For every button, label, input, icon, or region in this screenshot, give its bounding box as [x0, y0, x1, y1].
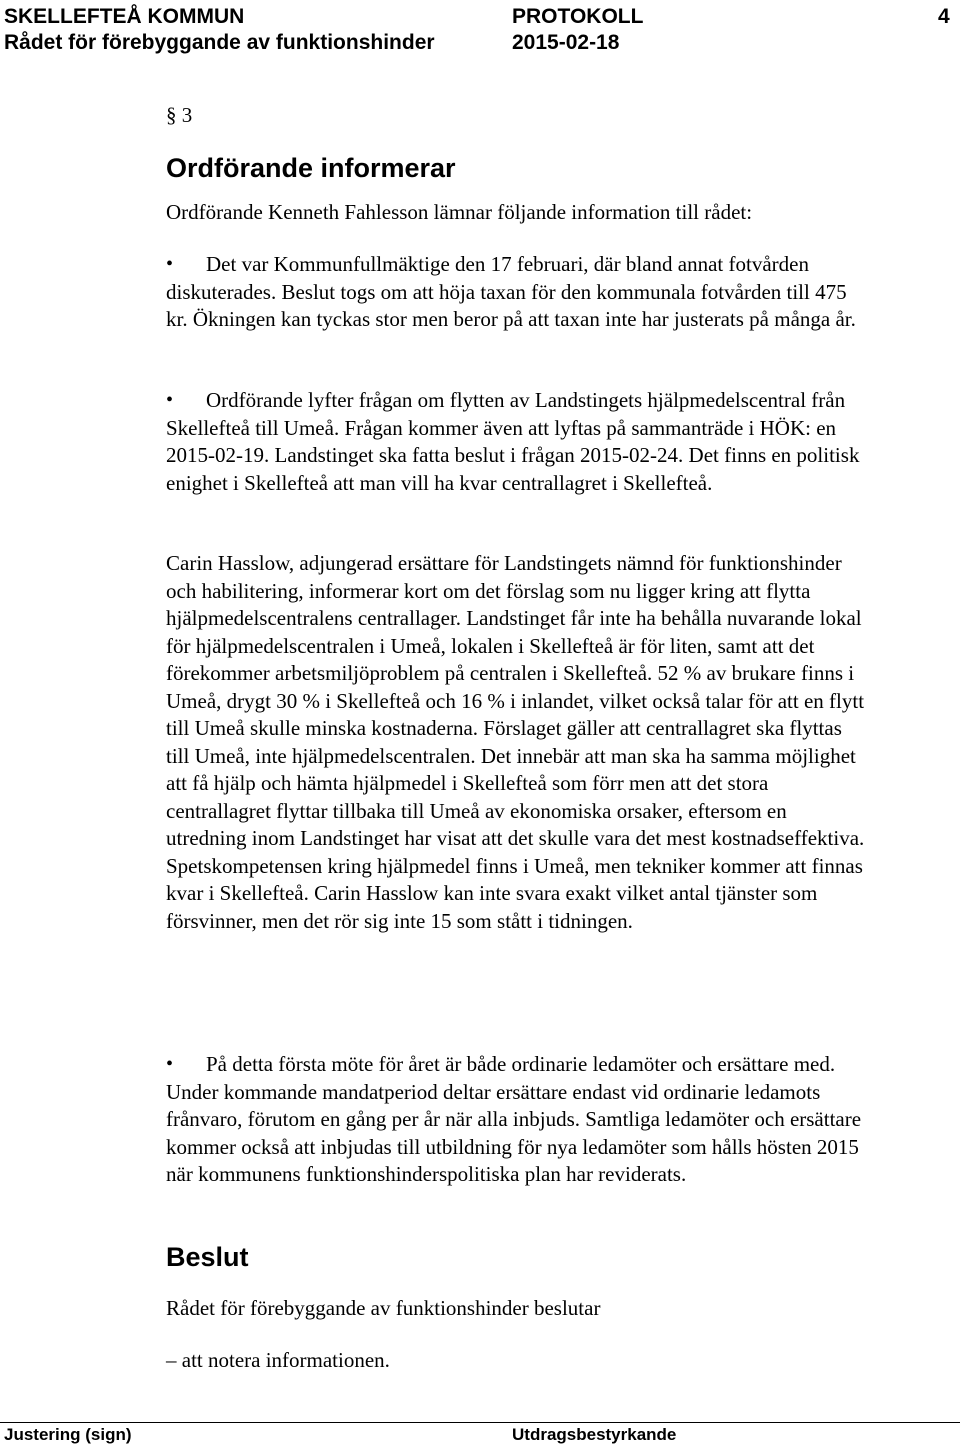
footer-justering: Justering (sign) [4, 1425, 132, 1444]
paragraph-number: § 3 [166, 103, 193, 127]
carin-hasslow-paragraph: Carin Hasslow, adjungerad ersättare för Landstingets nämnd för funktionshinder och habilitering, informerar kort om det förslag som nu ligger kring att flytta hjälpmedelscentralens centrallager. Landstinget får inte ha behålla nuvarande lokal för hjälpmedelscentralen i Umeå, lokalen i Skellefteå är för liten, samt att det förekommer arbetsmiljöproblem på centralen i Skellefteå. 52 % av brukare finns i Umeå, drygt 30 % i Skellefteå och 16 % i inlandet, vilket också talar för att en flytt till Umeå skulle minska kostnaderna. Förslaget gäller att centrallagret ska flyttas till Umeå, inte hjälpmedelscentralen. Det innebär att man ska ha samma möjlighet att få hjälp och hämta hjälpmedel i Skellefteå som förr men att det stora centrallagret flyttar tillbaka till Umeå av ekonomiska orsaker, eftersom en utredning inom Landstinget har visat att det skulle vara det mest kostnadseffektiva. Spetskompetensen kring hjälpmedel finns i Umeå, men tekniker kommer att finnas kvar i Skellefteå. Carin Hasslow kan inte svara exakt vilket antal tjänster som försvinner, men det rör sig inte 15 som stått i tidningen. [166, 551, 865, 933]
bullet-item-2: Ordförande lyfter frågan om flytten av Landstingets hjälpmedelscentral från Skellefteå till Umeå. Frågan kommer även att lyftas på sammanträde i HÖK: en 2015-02-19. Landstinget ska fatta beslut i frågan 2015-02-24. Det finns en politisk enighet i Skellefteå att man vill ha kvar centrallagret i Skellefteå. [166, 388, 860, 495]
org-name: SKELLEFTEÅ KOMMUN [4, 5, 245, 28]
intro-text: Ordförande Kenneth Fahlesson lämnar följande information till rådet: [166, 200, 753, 224]
bullet-item-3: På detta första möte för året är både ordinarie ledamöter och ersättare med. Under kommande mandatperiod deltar ersättare endast vid ordinarie ledamots frånvaro, förutom en gång per år när alla inbjuds. Samtliga ledamöter och ersättare kommer också att inbjudas till utbildning för nya ledamöter som hålls hösten 2015 när kommunens funktionshinderspolitiska plan har reviderats. [166, 1052, 862, 1186]
footer-utdragsbestyrkande: Utdragsbestyrkande [512, 1425, 677, 1444]
bullet-icon: • [166, 253, 174, 275]
decision-text: Rådet för förebyggande av funktionshinder beslutar [166, 1296, 601, 1320]
doc-type: PROTOKOLL [512, 5, 644, 28]
meeting-date: 2015-02-18 [512, 31, 620, 54]
bullet-icon: • [166, 1053, 174, 1075]
bullet-item-1: Det var Kommunfullmäktige den 17 februari, där bland annat fotvården diskuterades. Beslut togs om att höja taxan för den kommunala fotvården till 475 kr. Ökningen kan tyckas stor men beror på att taxan inte har justerats på många år. [166, 252, 856, 331]
section-heading: Ordförande informerar [166, 153, 456, 183]
decision-heading: Beslut [166, 1242, 249, 1272]
footer-divider [0, 1422, 960, 1423]
council-name: Rådet för förebyggande av funktionshinder [4, 31, 435, 54]
decision-item: – att notera informationen. [166, 1348, 390, 1372]
bullet-icon: • [166, 389, 174, 411]
page-number: 4 [938, 5, 950, 28]
